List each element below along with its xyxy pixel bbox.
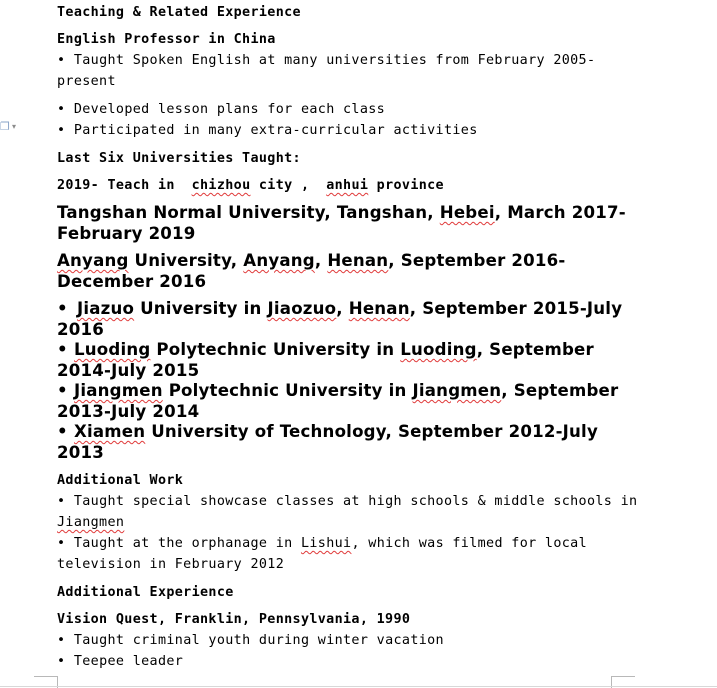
bullet: • bbox=[57, 102, 66, 117]
crop-mark bbox=[611, 676, 635, 677]
misspelled-word: Xiamen bbox=[74, 422, 146, 441]
bullet-item: • Taught at the orphanage in Lishui, which was filmed for local television in February 2012 bbox=[57, 536, 587, 572]
bullet-item: • Taught Spoken English at many universities from February 2005- bbox=[57, 53, 596, 68]
bullet-item-continuation: present bbox=[57, 74, 116, 89]
section-heading-teaching: Teaching & Related Experience bbox=[57, 5, 301, 20]
bullet-item: • Participated in many extra-curricular activities bbox=[57, 123, 478, 138]
bullet: • bbox=[57, 633, 66, 648]
bullet: • bbox=[57, 536, 66, 551]
bullet: • bbox=[57, 299, 68, 318]
misspelled-word: Luoding bbox=[400, 340, 477, 359]
misspelled-word: Hebei bbox=[439, 203, 495, 222]
university-entry-xiamen: • Xiamen University of Technology, September 2012-July 2013 bbox=[57, 422, 598, 462]
bullet: • bbox=[57, 53, 66, 68]
misspelled-word: Jiazuo bbox=[77, 299, 135, 318]
misspelled-word: Henan bbox=[348, 299, 410, 318]
current-position-line: 2019- Teach in chizhou city , anhui province bbox=[57, 178, 444, 193]
paragraph-layout-icon[interactable]: ❐ bbox=[0, 120, 10, 133]
university-entry-luoding: • Luoding Polytechnic University in Luoding, September 2014-July 2015 bbox=[57, 340, 594, 380]
university-entry-jiangmen: • Jiangmen Polytechnic University in Jiangmen, September 2013-July 2014 bbox=[57, 381, 619, 421]
misspelled-word: Anyang bbox=[243, 251, 315, 270]
misspelled-word: chizhou bbox=[191, 178, 251, 193]
bullet: • bbox=[57, 422, 68, 441]
misspelled-word: Jiaozuo bbox=[267, 299, 337, 318]
misspelled-word: Luoding bbox=[74, 340, 151, 359]
document-body[interactable] bbox=[57, 2, 707, 672]
section-heading-additional-experience: Additional Experience bbox=[57, 585, 234, 600]
bullet-item: • Developed lesson plans for each class bbox=[57, 102, 386, 117]
bullet: • bbox=[57, 340, 68, 359]
chevron-down-icon[interactable]: ▾ bbox=[12, 122, 17, 131]
experience-title: Vision Quest, Franklin, Pennsylvania, 1990 bbox=[57, 612, 411, 627]
crop-mark bbox=[34, 676, 58, 677]
misspelled-word: Henan bbox=[327, 251, 389, 270]
misspelled-word: Jiangmen bbox=[412, 381, 502, 400]
misspelled-word: Anyang bbox=[57, 251, 129, 270]
section-heading-last-six: Last Six Universities Taught: bbox=[57, 151, 301, 166]
university-entry-anyang: Anyang University, Anyang, Henan, September 2016- December 2016 bbox=[57, 251, 566, 291]
job-title: English Professor in China bbox=[57, 32, 276, 47]
page-edge bbox=[0, 686, 717, 687]
misspelled-word: Jiangmen bbox=[74, 381, 163, 400]
bullet-item: • Taught special showcase classes at high schools & middle schools in Jiangmen bbox=[57, 494, 638, 530]
bullet: • bbox=[57, 654, 66, 669]
misspelled-word: anhui bbox=[326, 178, 369, 193]
university-entry-jiazuo: • Jiazuo University in Jiaozuo, Henan, September 2015-July 2016 bbox=[57, 299, 623, 339]
bullet: • bbox=[57, 381, 68, 400]
misspelled-word: Jiangmen bbox=[57, 515, 125, 530]
misspelled-word: Lishui bbox=[300, 536, 352, 551]
university-entry-tangshan: Tangshan Normal University, Tangshan, Hebei, March 2017- February 2019 bbox=[57, 203, 626, 243]
bullet: • bbox=[57, 494, 66, 509]
bullet-item: • Teepee leader bbox=[57, 654, 184, 669]
section-heading-additional-work: Additional Work bbox=[57, 473, 184, 488]
bullet-item: • Taught criminal youth during winter vacation bbox=[57, 633, 444, 648]
bullet: • bbox=[57, 123, 66, 138]
